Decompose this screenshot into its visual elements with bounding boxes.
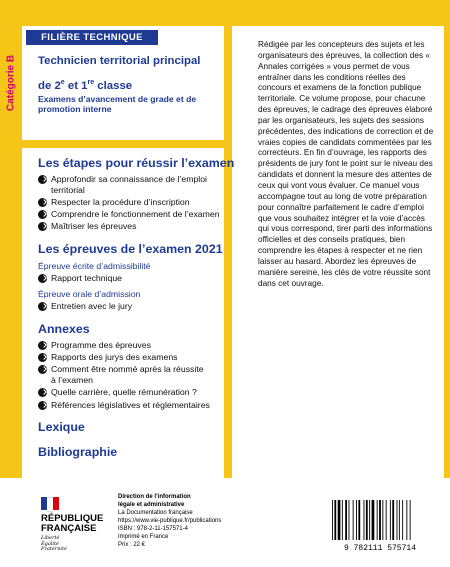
direction-line1: Direction de l’information bbox=[118, 494, 191, 500]
check-bullet-icon bbox=[38, 365, 47, 374]
filiere-badge: FILIÈRE TECHNIQUE bbox=[26, 30, 158, 45]
barcode-bar bbox=[334, 500, 336, 540]
barcode-bar bbox=[410, 500, 411, 540]
check-bullet-icon bbox=[38, 341, 47, 350]
barcode-bar bbox=[345, 500, 347, 540]
check-bullet-icon bbox=[38, 388, 47, 397]
back-cover-description: Rédigée par les concepteurs des sujets et les organisateurs des épreuves, la collection des « Annales corrigées » vous permet de vous entraîner dans les conditions réelles des concours et examens de la fonction publique territoriale. Ce volume propose, pour chacune des épreuves, le cadrage des épreuves élaboré par les organisateurs, les sujets des sessions précédentes, des indications de correction et de vraies copies de candidats commentées par les correcteurs. En fin d’ouvrage, les rapports des présidents de jury font le point sur le niveau des candidats et donnent la mesure des attentes de ceux qui vont vous évaluer. Ce manuel vous accompagne tout au long de votre préparation pour connaître parfaitement le cadre d’emploi que vous souhaitez intégrer et la voie d’accès qui vous correspond, tirer parti des informations officielles et des conseils pratiques, bien comprendre les étapes à respecter et ne rien laisser au hasard. Abordez les épreuves de manière sereine, les clés de votre réussite sont dans cet ouvrage. bbox=[258, 40, 434, 288]
check-bullet-icon bbox=[38, 274, 47, 283]
barcode-bar bbox=[406, 500, 407, 540]
isbn-barcode bbox=[324, 498, 434, 552]
logo-motto: Liberté Égalité Fraternité bbox=[41, 535, 67, 553]
barcode-bar bbox=[366, 500, 368, 540]
category-label: Catégorie B bbox=[5, 54, 17, 112]
isbn: ISBN : 978-2-11-157571-4 bbox=[118, 526, 188, 532]
check-bullet-icon bbox=[38, 222, 47, 231]
republique-francaise-logo bbox=[38, 497, 104, 557]
check-bullet-icon bbox=[38, 210, 47, 219]
epreuve-ecrite-label: Épreuve écrite d’admissibilité bbox=[38, 261, 151, 271]
list-item: Approfondir sa connaissance de l’emploi territorial bbox=[38, 174, 224, 195]
barcode-bar bbox=[382, 500, 383, 540]
publisher-url: https://www.vie-publique.fr/publications bbox=[118, 518, 222, 524]
printed-in: Imprimé en France bbox=[118, 534, 169, 540]
barcode-bar bbox=[358, 500, 360, 540]
list-item: Comprendre le fonctionnement de l’examen bbox=[38, 209, 224, 220]
barcode-bar bbox=[402, 500, 403, 540]
section-heading-bibliographie: Bibliographie bbox=[38, 445, 118, 459]
publisher-info bbox=[118, 493, 248, 549]
barcode-bar bbox=[377, 500, 378, 540]
check-bullet-icon bbox=[38, 175, 47, 184]
list-item: Respecter la procédure d’inscription bbox=[38, 197, 224, 208]
barcode-bar bbox=[369, 500, 370, 540]
barcode-bar bbox=[399, 500, 400, 540]
barcode-bar bbox=[386, 500, 387, 540]
publisher-name: La Documentation française bbox=[118, 510, 193, 516]
list-item: Rapport technique bbox=[38, 273, 224, 284]
list-item: Maîtriser les épreuves bbox=[38, 221, 224, 232]
list-item: Rapports des jurys des examens bbox=[38, 352, 224, 363]
check-bullet-icon bbox=[38, 198, 47, 207]
section-heading-etapes: Les étapes pour réussir l’examen bbox=[38, 156, 235, 170]
exam-subtitle: Examens d’avancement de grade et de promotion interne bbox=[38, 94, 197, 114]
price: Prix : 22 € bbox=[118, 542, 146, 548]
section-heading-annexes: Annexes bbox=[38, 322, 90, 336]
direction-line2: légale et administrative bbox=[118, 502, 185, 508]
list-item: Programme des épreuves bbox=[38, 340, 224, 351]
barcode-bar bbox=[353, 500, 354, 540]
barcode-number: 9 782111 575714 bbox=[343, 544, 417, 552]
list-item: Références législatives et réglementaires bbox=[38, 400, 224, 411]
barcode-bar bbox=[342, 500, 343, 540]
section-heading-lexique: Lexique bbox=[38, 420, 85, 434]
list-item: Quelle carrière, quelle rémunération ? bbox=[38, 387, 224, 398]
epreuve-orale-label: Épreuve orale d’admission bbox=[38, 289, 141, 299]
barcode-bar bbox=[392, 500, 394, 540]
check-bullet-icon bbox=[38, 401, 47, 410]
barcode-bar bbox=[332, 500, 333, 540]
barcode-bar bbox=[356, 500, 357, 540]
barcode-bar bbox=[379, 500, 381, 540]
french-flag-icon bbox=[41, 497, 59, 510]
barcode-bar bbox=[397, 500, 398, 540]
barcode-bar bbox=[349, 500, 350, 540]
exam-title-line1: Technicien territorial principal bbox=[38, 55, 201, 67]
exam-title-line2: de 2e et 1re classe bbox=[38, 79, 133, 92]
check-bullet-icon bbox=[38, 353, 47, 362]
barcode-bar bbox=[338, 500, 341, 540]
barcode-bar bbox=[372, 500, 375, 540]
barcode-bar bbox=[390, 500, 391, 540]
barcode-bar bbox=[364, 500, 365, 540]
list-item: Comment être nommé après la réussite à l’examen bbox=[38, 364, 208, 385]
check-bullet-icon bbox=[38, 302, 47, 311]
section-heading-epreuves: Les épreuves de l’examen 2021 bbox=[38, 242, 223, 256]
logo-text: RÉPUBLIQUE FRANÇAISE bbox=[41, 513, 104, 534]
list-item: Entretien avec le jury bbox=[38, 301, 224, 312]
